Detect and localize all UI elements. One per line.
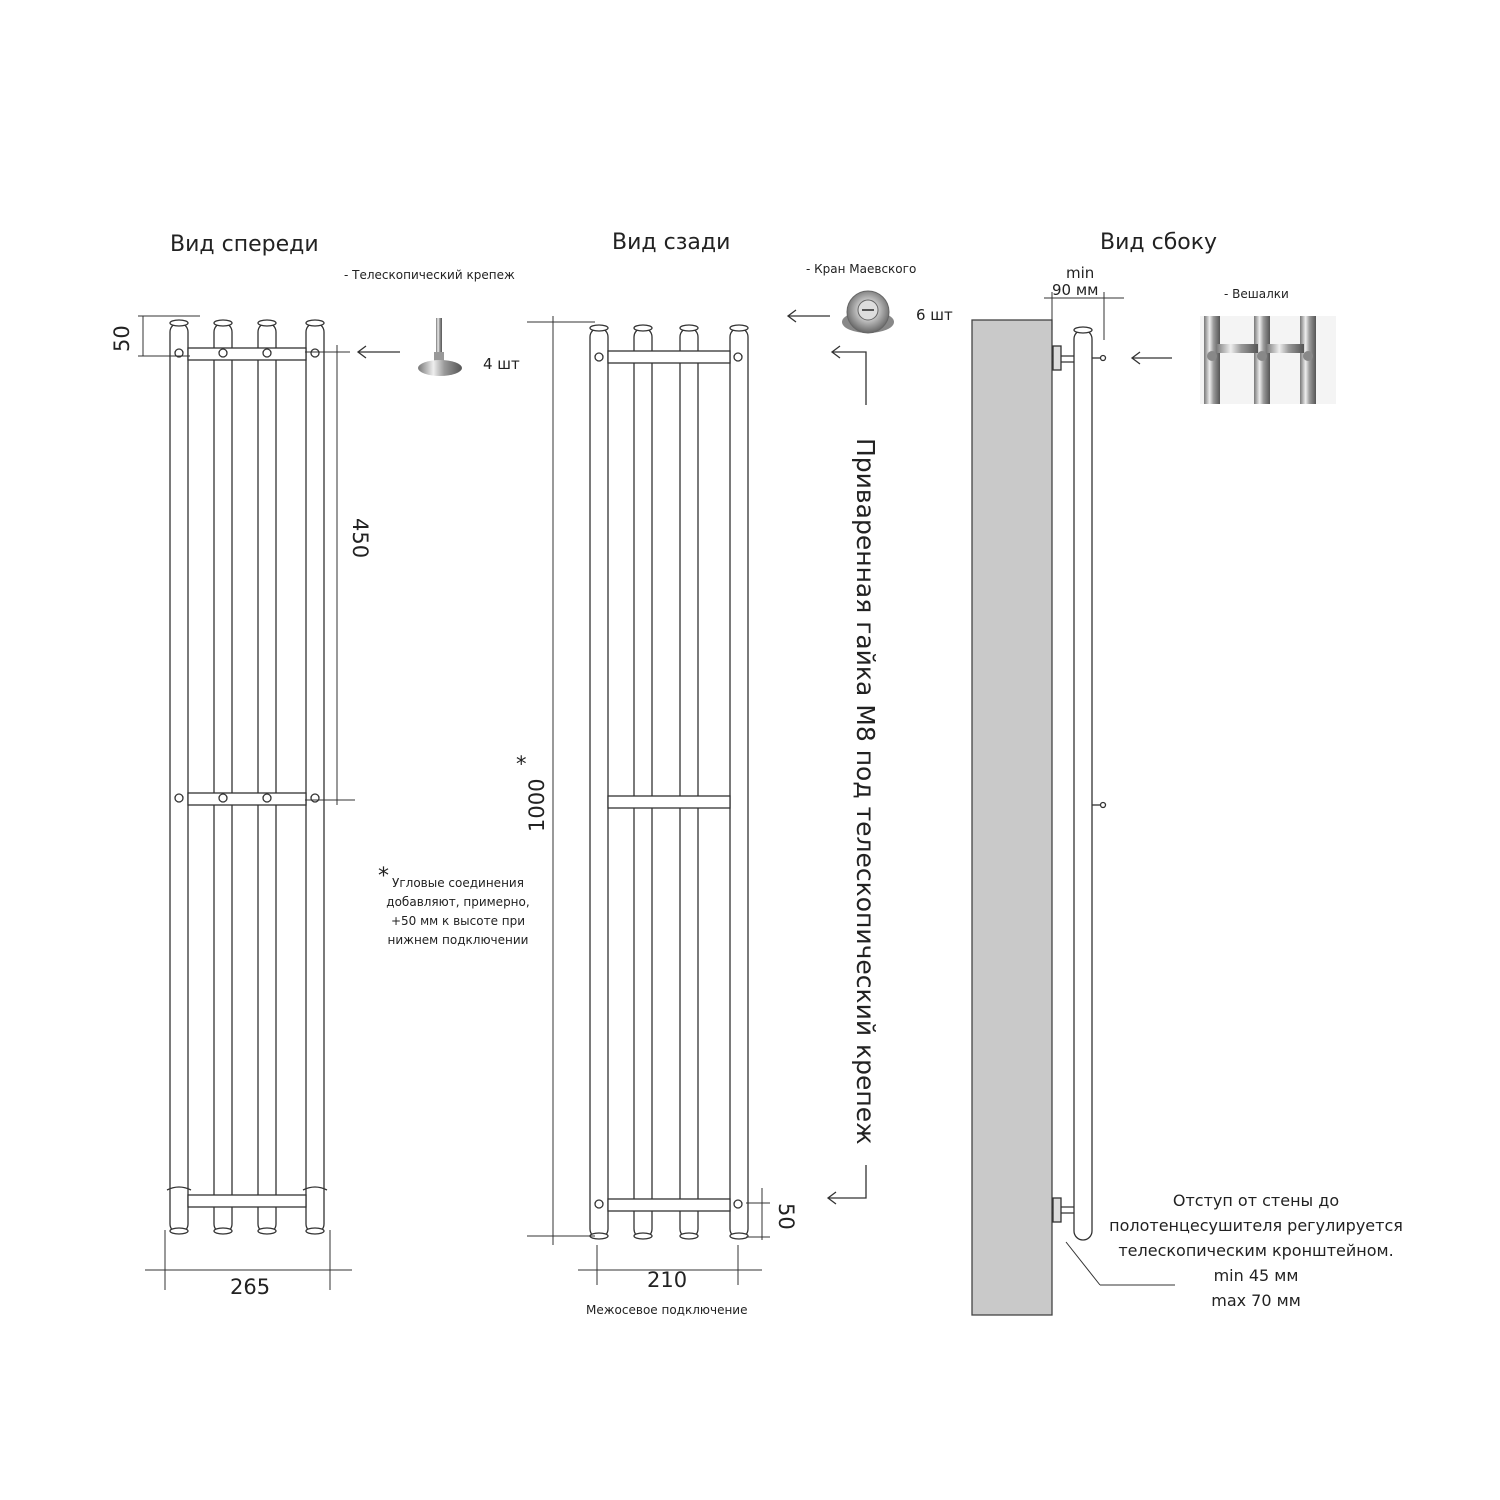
valve-arrow xyxy=(788,310,830,322)
welded-nut-label: Приваренная гайка М8 под телескопический крепеж xyxy=(851,438,880,1145)
valve-icon xyxy=(842,291,894,333)
dim-height: 1000 xyxy=(525,778,549,832)
dim-bar-spacing: 450 xyxy=(348,518,372,559)
dim-top-offset: 50 xyxy=(110,325,134,352)
wall-note-line-5: max 70 мм xyxy=(1211,1291,1301,1310)
valve-qty: 6 шт xyxy=(916,306,953,324)
dim-bottom-offset: 50 xyxy=(774,1203,798,1230)
hooks-arrow xyxy=(1132,352,1172,364)
telescopic-fitting-icon xyxy=(418,318,462,376)
valve-label: - Кран Маевского xyxy=(806,262,917,276)
wall-note-line-1: Отступ от стены до xyxy=(1172,1191,1340,1210)
telescopic-label: - Телескопический крепеж xyxy=(344,268,515,282)
corner-note: Угловые соединения добавляют, примерно, +50 мм к высоте при нижнем подключении xyxy=(386,876,530,947)
corner-note-mark: * xyxy=(378,864,389,889)
back-view-radiator xyxy=(590,325,748,1239)
dim-height-mark: * xyxy=(516,752,527,776)
dim-wall-min: min xyxy=(1066,264,1095,282)
dim-axis-distance: 210 xyxy=(647,1268,688,1292)
hooks-label: - Вешалки xyxy=(1224,287,1289,301)
dim-wall-90: 90 мм xyxy=(1052,281,1099,299)
side-view-dimensions xyxy=(1044,292,1175,1285)
telescopic-qty: 4 шт xyxy=(483,355,520,373)
wall-note-line-4: min 45 мм xyxy=(1213,1266,1299,1285)
side-view-wall xyxy=(972,320,1052,1315)
back-view-title: Вид сзади xyxy=(612,230,731,255)
dim-overall-width: 265 xyxy=(230,1275,271,1299)
wall-note xyxy=(1100,1188,1412,1313)
front-view-radiator xyxy=(167,320,327,1234)
dim-axis-label: Межосевое подключение xyxy=(586,1303,748,1317)
front-view-title: Вид спереди xyxy=(170,232,319,257)
hooks-photo-icon xyxy=(1200,316,1336,404)
wall-note-line-2: полотенцесушителя регулируется xyxy=(1109,1216,1403,1235)
side-view-radiator xyxy=(1052,327,1106,1240)
telescopic-arrow xyxy=(358,346,400,358)
wall-note-line-3: телескопическим кронштейном. xyxy=(1118,1241,1394,1260)
side-view-title: Вид сбоку xyxy=(1100,230,1218,255)
